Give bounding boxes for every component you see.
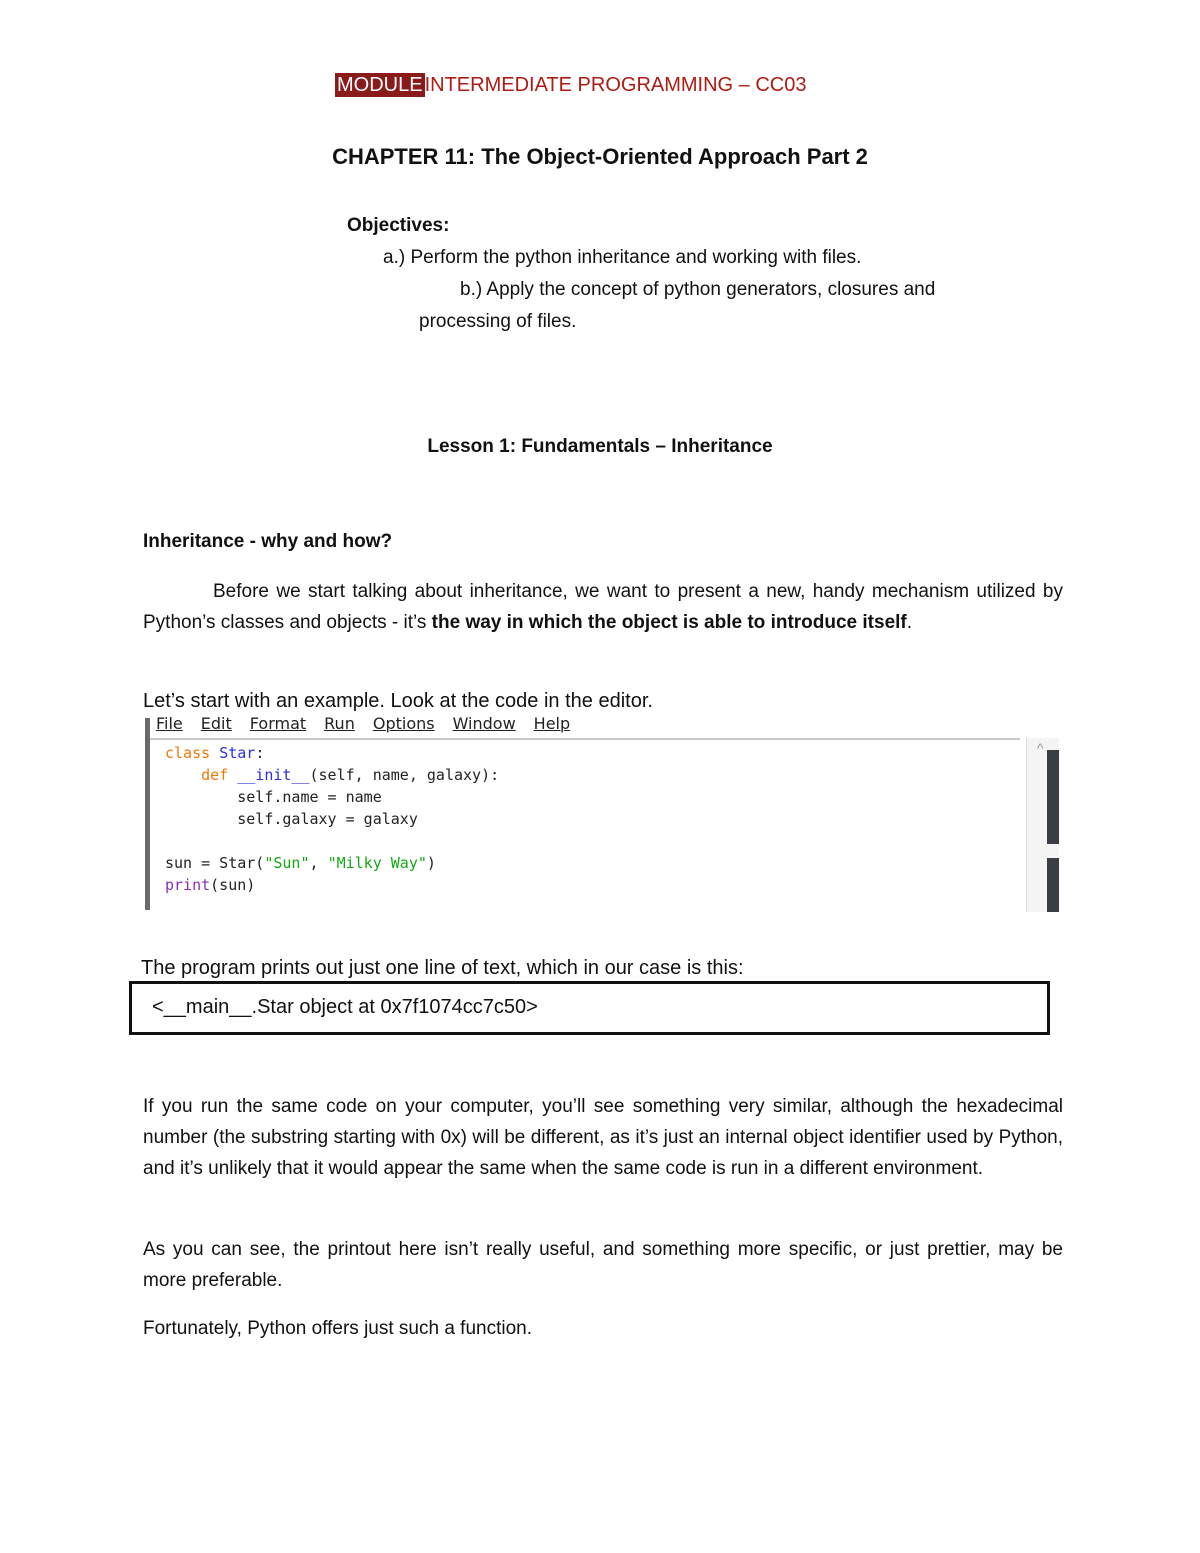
output-value: <__main__.Star object at 0x7f1074cc7c50> [152, 996, 538, 1018]
code-line-6: sun = Star("Sun", "Milky Way") [165, 854, 436, 872]
objectives-label: Objectives: [347, 215, 450, 236]
scrollbar-thumb[interactable] [1047, 750, 1059, 844]
intro-paragraph [143, 576, 1063, 638]
menu-edit[interactable]: Edit [200, 714, 232, 733]
output-intro: The program prints out just one line of text, which in our case is this: [141, 957, 744, 979]
menu-window[interactable]: Window [452, 714, 516, 733]
module-header [335, 74, 806, 104]
objective-b: b.) Apply the concept of python generators, closures and [460, 279, 936, 300]
menu-file[interactable]: File [156, 714, 183, 733]
menu-help[interactable]: Help [533, 714, 571, 733]
module-title: INTERMEDIATE PROGRAMMING – CC03 [424, 74, 807, 96]
code-line-3: self.name = name [237, 788, 382, 806]
code-editor-screenshot [142, 712, 1059, 912]
intro-tail: . [906, 612, 913, 633]
menu-options[interactable]: Options [372, 714, 435, 733]
editor-scrollbar[interactable] [1026, 738, 1059, 912]
paragraph-fortunately: Fortunately, Python offers just such a function. [143, 1318, 533, 1339]
objective-b-continued: processing of files. [419, 311, 577, 332]
output-box [129, 981, 1050, 1035]
section-title: Inheritance - why and how? [143, 531, 393, 552]
code-area[interactable] [150, 738, 1020, 914]
scroll-up-icon[interactable]: ^ [1037, 740, 1044, 756]
chapter-title: CHAPTER 11: The Object-Oriented Approach Part 2 [332, 144, 868, 169]
intro-lead: Before we start talking about inheritance, we want to present a new, handy mechanism utilized by Python’s classes and objects - it’s [143, 581, 1063, 633]
objective-a: a.) Perform the python inheritance and working with files. [383, 247, 862, 268]
code-line-7: print(sun) [165, 876, 256, 894]
menu-run[interactable]: Run [324, 714, 355, 733]
example-intro: Let’s start with an example. Look at the code in the editor. [143, 690, 653, 712]
menu-format[interactable]: Format [249, 714, 307, 733]
code-line-4: self.galaxy = galaxy [237, 810, 418, 828]
editor-menubar [156, 714, 588, 736]
code-line-1: class Star: [165, 744, 265, 762]
intro-bold: the way in which the object is able to introduce itself [431, 612, 907, 633]
code-line-2: def __init__(self, name, galaxy): [201, 766, 500, 784]
paragraph-hex-note: If you run the same code on your computer, you’ll see something very similar, although the hexadecimal number (the substring starting with 0x) will be different, as it’s just an internal object identifier used by Python, and it’s unlikely that it would appear the same when the same code is run in a different environment. [143, 1096, 1063, 1179]
lesson-title: Lesson 1: Fundamentals – Inheritance [427, 436, 773, 457]
paragraph-printout: As you can see, the printout here isn’t really useful, and something more specific, or just prettier, may be more preferable. [143, 1239, 1063, 1291]
module-badge: MODULE [337, 74, 423, 96]
scrollbar-track-lower [1047, 858, 1059, 912]
